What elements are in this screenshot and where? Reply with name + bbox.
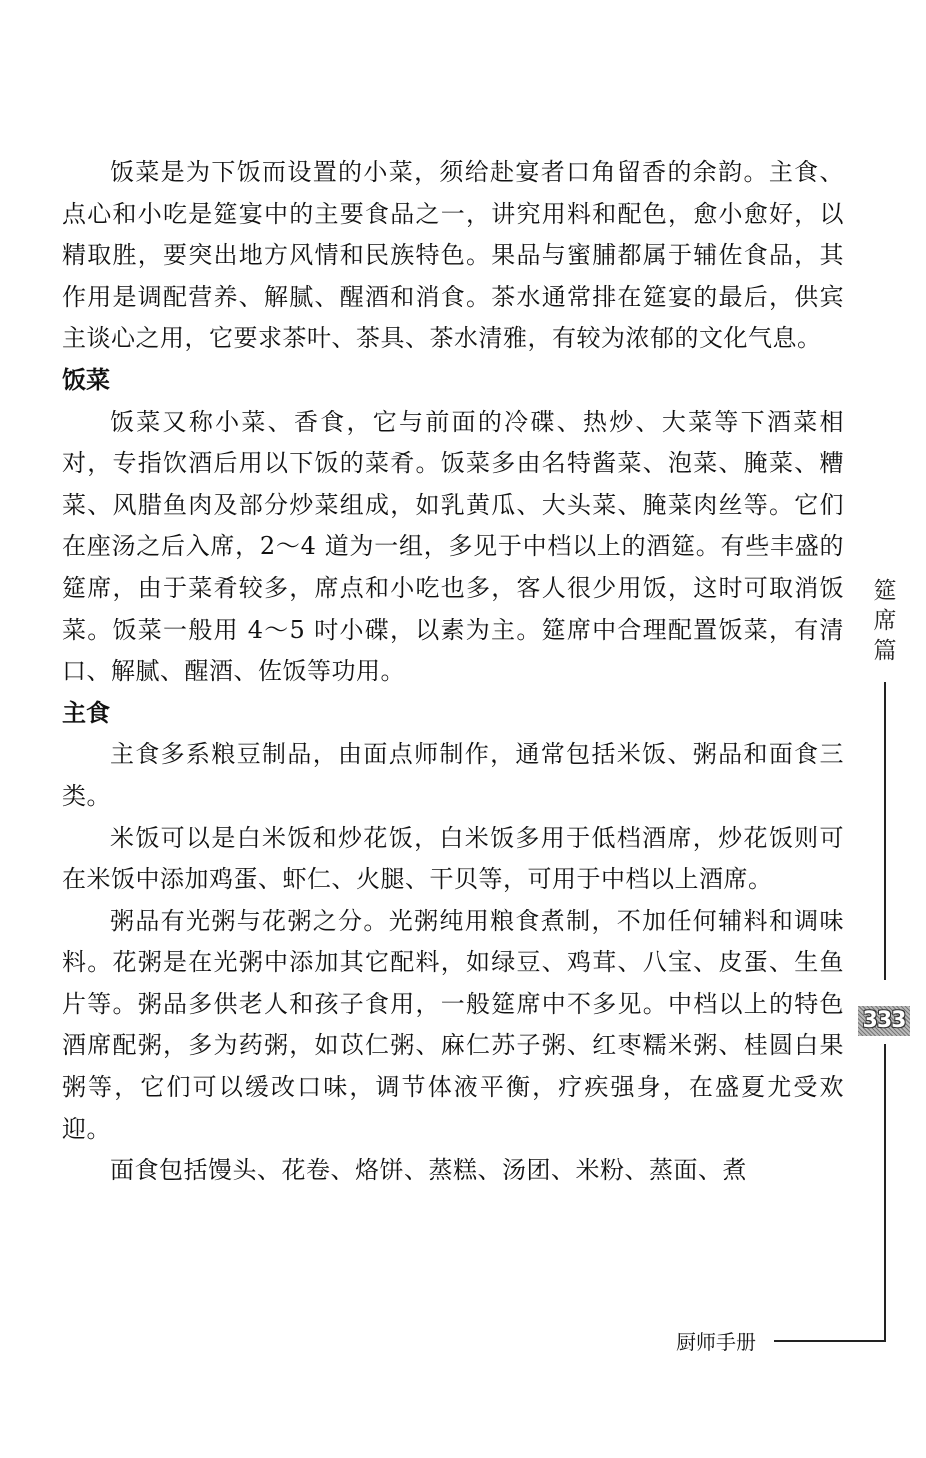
side-rule-top (884, 682, 886, 980)
section-heading: 主食 (62, 698, 110, 727)
paragraph: 粥品有光粥与花粥之分。光粥纯用粮食煮制，不加任何辅料和调味料。花粥是在光粥中添加其它配料，如绿豆、鸡茸、八宝、皮蛋、生鱼片等。粥品多供老人和孩子食用，一般筵席中不多见。中档以上的特色酒席配粥，多为药粥，如苡仁粥、麻仁苏子粥、红枣糯米粥、桂圆白果粥等，它们可以缓改口味，调节体液平衡，疗疾强身，在盛夏尤受欢迎。 (62, 906, 844, 1143)
page-body (62, 152, 844, 1192)
chapter-side-title (872, 576, 898, 666)
paragraph: 面食包括馒头、花卷、烙饼、蒸糕、汤团、米粉、蒸面、煮 (110, 1156, 747, 1185)
page-number: 333 (858, 1006, 910, 1036)
chapter-char: 席 (873, 608, 897, 634)
paragraph: 主食多系粮豆制品，由面点师制作，通常包括米饭、粥品和面食三类。 (62, 740, 844, 810)
chapter-char: 篇 (873, 638, 897, 664)
book-title: 厨师手册 (676, 1330, 756, 1354)
chapter-char: 筵 (873, 578, 897, 604)
footer-rule (774, 1340, 886, 1342)
paragraph: 饭菜是为下饭而设置的小菜，须给赴宴者口角留香的余韵。主食、点心和小吃是筵宴中的主要食品之一，讲究用料和配色，愈小愈好，以精取胜，要突出地方风情和民族特色。果品与蜜脯都属于辅佐食品，其作用是调配营养、解腻、醒酒和消食。茶水通常排在筵宴的最后，供宾主谈心之用，它要求茶叶、茶具、茶水清雅，有较为浓郁的文化气息。 (62, 158, 844, 353)
side-rule-bottom (884, 1044, 886, 1340)
section-heading: 饭菜 (62, 365, 110, 394)
paragraph: 饭菜又称小菜、香食，它与前面的冷碟、热炒、大菜等下酒菜相对，专指饮酒后用以下饭的菜肴。饭菜多由名特酱菜、泡菜、腌菜、糟菜、风腊鱼肉及部分炒菜组成，如乳黄瓜、大头菜、腌菜肉丝等。它们在座汤之后入席，2～4 道为一组，多见于中档以上的酒筵。有些丰盛的筵席，由于菜肴较多，席点和小吃也多，客人很少用饭，这时可取消饭菜。饭菜一般用 4～5 吋小碟，以素为主。筵席中合理配置饭菜，有清口、解腻、醒酒、佐饭等功用。 (62, 407, 844, 686)
paragraph: 米饭可以是白米饭和炒花饭，白米饭多用于低档酒席，炒花饭则可在米饭中添加鸡蛋、虾仁、火腿、干贝等，可用于中档以上酒席。 (62, 823, 844, 894)
